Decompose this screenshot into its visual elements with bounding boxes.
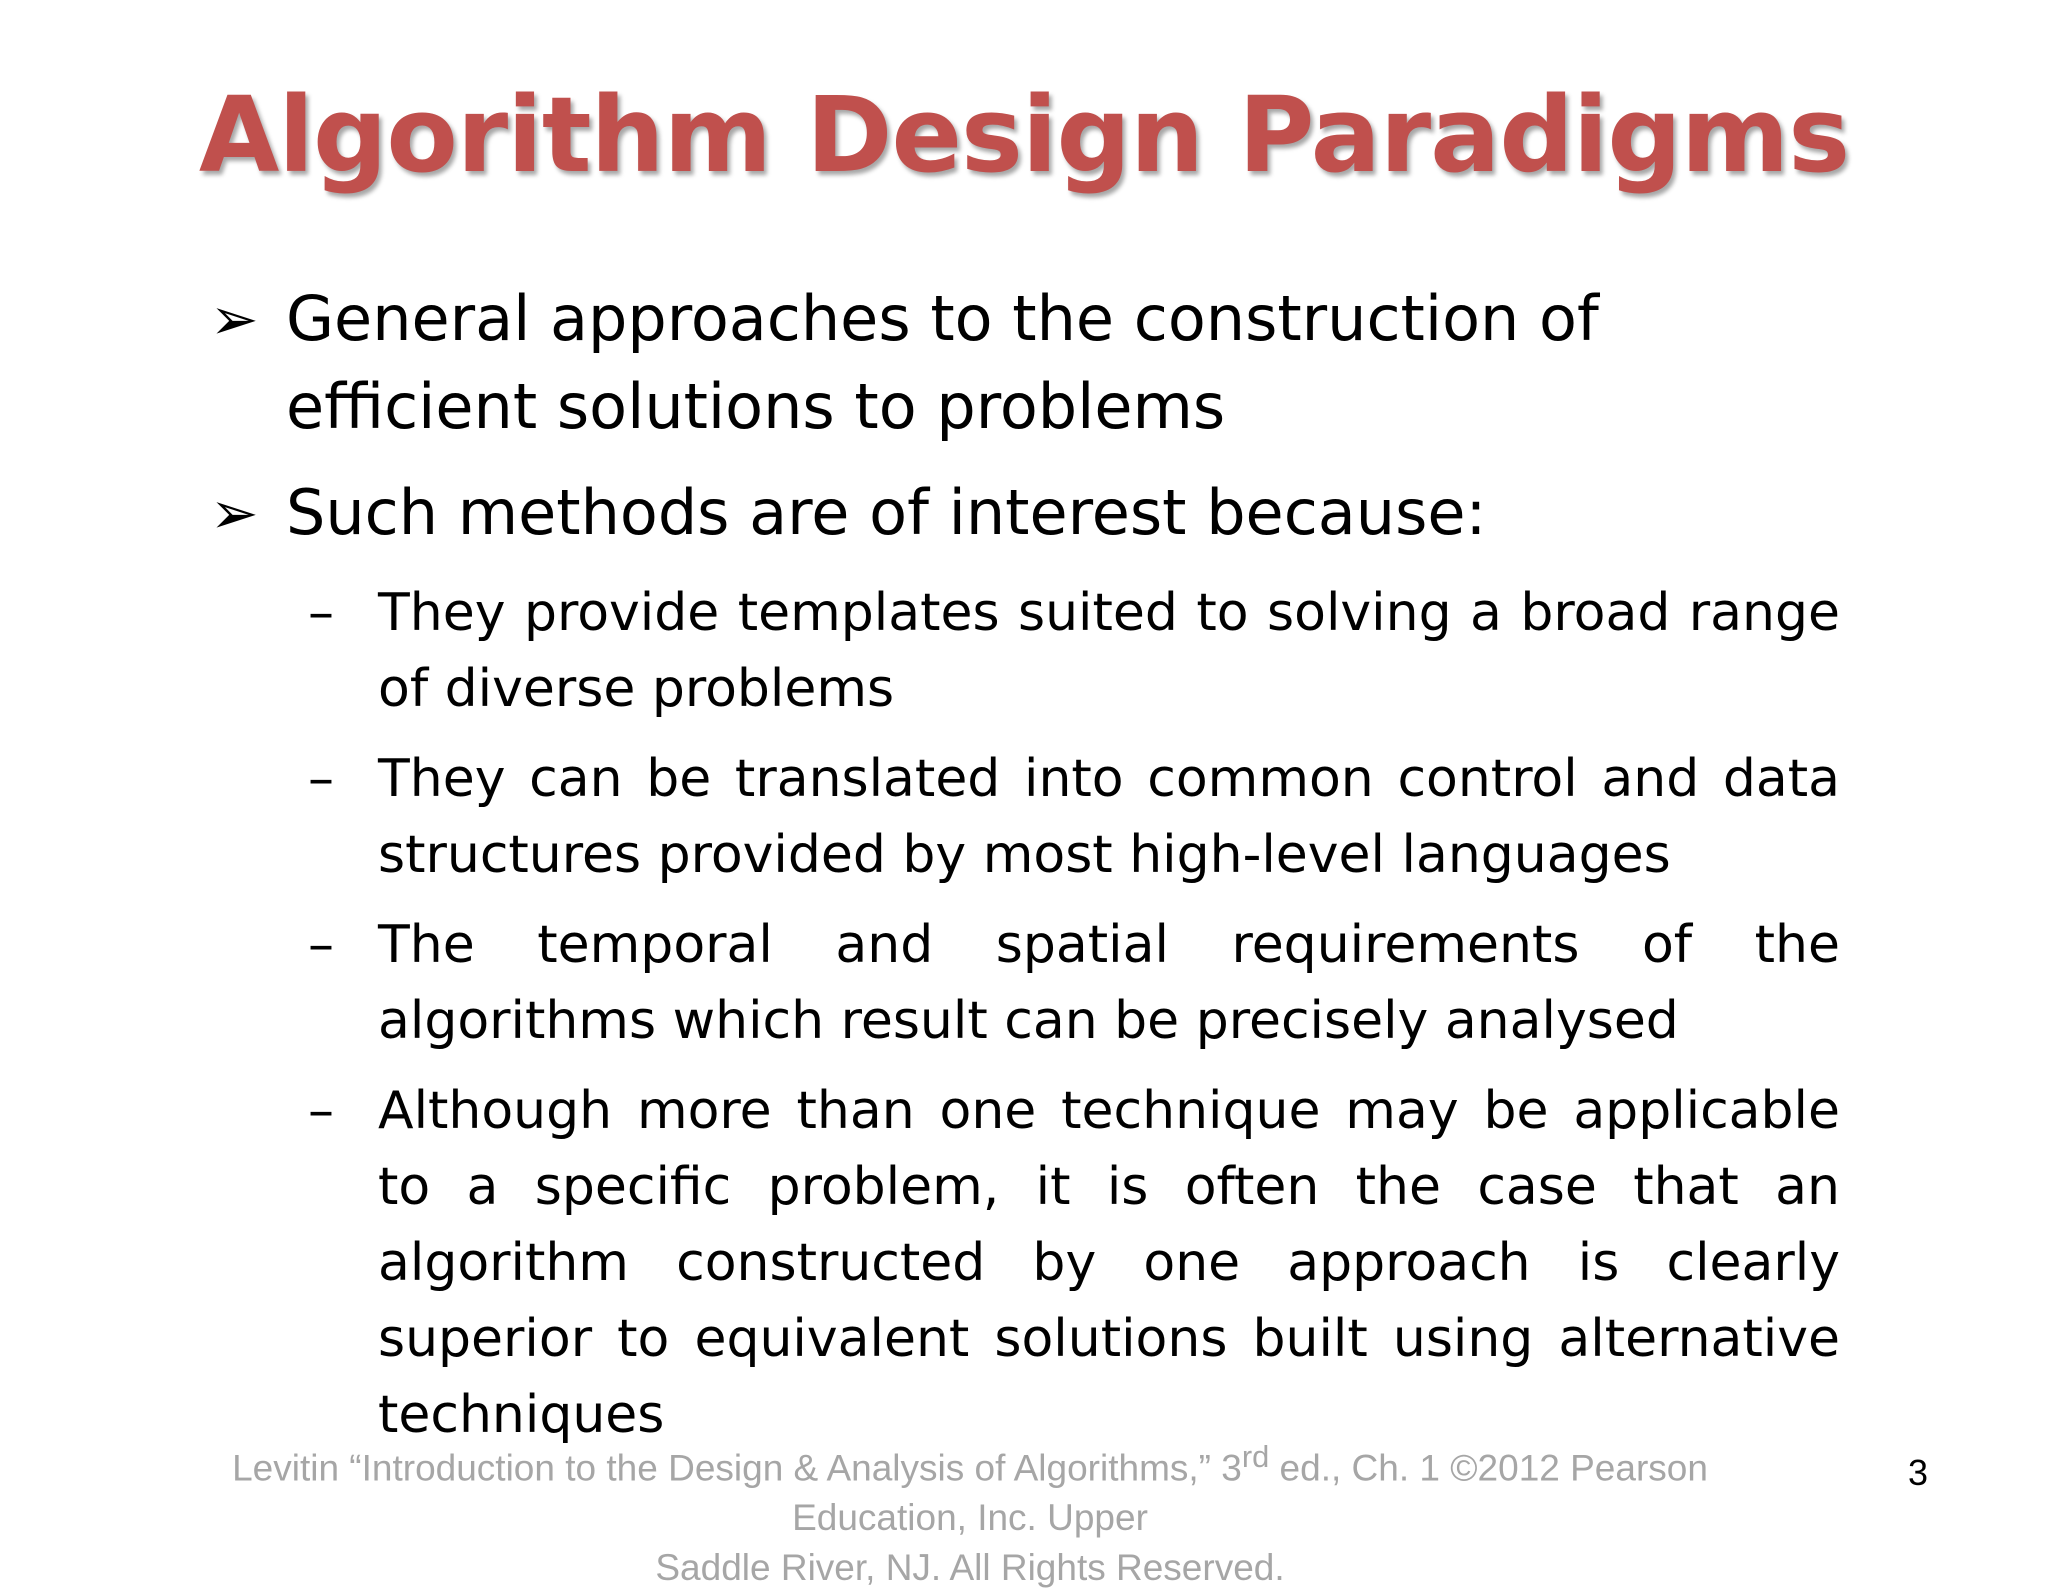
citation-text-end: ed., Ch. 1 ©2012 Pearson Education, Inc. Upper <box>792 1447 1708 1539</box>
subbullet-item <box>308 741 1840 893</box>
bullet-item <box>210 469 1840 557</box>
subbullet-text: They provide templates suited to solving a broad range of diverse problems <box>378 583 1840 719</box>
citation-footer <box>150 1432 1790 1593</box>
dash-bullet-icon: – <box>308 583 334 643</box>
page-number: 3 <box>1908 1452 1929 1493</box>
dash-bullet-icon: – <box>308 915 334 975</box>
bullet-item <box>210 275 1840 451</box>
citation-line-1 <box>150 1432 1790 1543</box>
dash-bullet-icon: – <box>308 749 334 809</box>
subbullet-text: The temporal and spatial requirements of the algorithms which result can be precisely analysed <box>378 915 1840 1051</box>
subbullet-text: Although more than one technique may be applicable to a specific problem, it is often the case that an algorithm constructed by one approach is clearly superior to equivalent solutions built using alternative techniques <box>378 1081 1840 1445</box>
dash-bullet-icon: – <box>308 1081 334 1141</box>
slide-title: Algorithm Design Paradigms <box>198 74 1850 196</box>
arrow-bullet-icon: ➢ <box>210 479 259 547</box>
subbullet-item <box>308 1073 1840 1453</box>
subbullet-text: They can be translated into common control and data structures provided by most high-level languages <box>378 749 1840 885</box>
citation-text-start: Levitin “Introduction to the Design & Analysis of Algorithms,” 3 <box>232 1447 1242 1489</box>
bullet-text: General approaches to the construction of efficient solutions to problems <box>286 282 1599 443</box>
arrow-bullet-icon: ➢ <box>210 285 259 353</box>
ordinal-suffix: rd <box>1241 1439 1270 1474</box>
slide-content <box>210 275 1840 1467</box>
subbullet-item <box>308 907 1840 1059</box>
subbullet-item <box>308 575 1840 727</box>
citation-line-2: Saddle River, NJ. All Rights Reserved. <box>655 1547 1285 1589</box>
bullet-text: Such methods are of interest because: <box>286 476 1487 549</box>
